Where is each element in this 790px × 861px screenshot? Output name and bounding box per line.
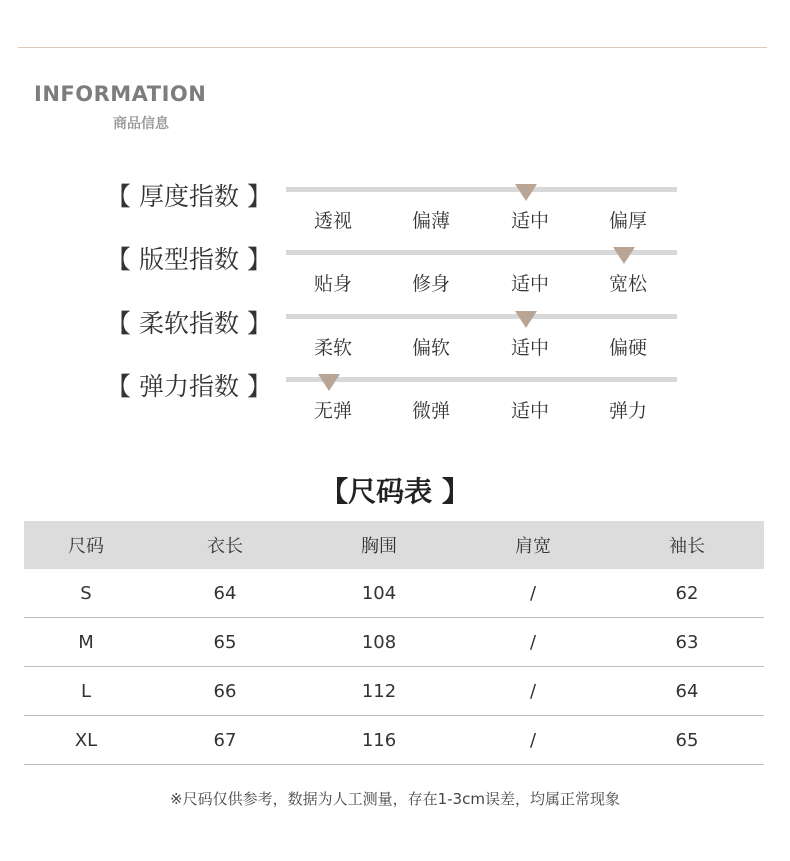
index-option: 适中	[510, 400, 549, 422]
table-cell: 116	[302, 716, 456, 765]
index-option: 透视	[313, 210, 352, 232]
index-option: 柔软	[313, 337, 352, 359]
index-option: 贴身	[313, 273, 352, 295]
index-bar	[286, 377, 677, 382]
index-label: 【 厚度指数 】	[106, 182, 272, 211]
index-option: 偏硬	[608, 337, 647, 359]
index-option: 偏薄	[411, 210, 450, 232]
index-label: 【 柔软指数 】	[106, 309, 272, 338]
index-option: 微弹	[411, 400, 450, 422]
table-cell: M	[24, 618, 148, 667]
index-marker-icon	[515, 184, 537, 201]
index-option: 无弹	[313, 400, 352, 422]
table-cell: /	[456, 667, 610, 716]
table-cell: 65	[610, 716, 764, 765]
table-cell: 63	[610, 618, 764, 667]
section-title: INFORMATION	[34, 82, 207, 106]
table-cell: /	[456, 618, 610, 667]
table-cell: 64	[148, 569, 302, 618]
table-header-row	[24, 521, 764, 569]
index-marker-icon	[613, 247, 635, 264]
size-chart-heading: 【尺码表 】	[320, 475, 470, 508]
index-label: 【 版型指数 】	[106, 245, 272, 274]
index-option: 弹力	[608, 400, 647, 422]
index-option: 修身	[411, 273, 450, 295]
size-footnote: ※尺码仅供参考，数据为人工测量，存在1-3cm误差，均属正常现象	[170, 790, 620, 808]
table-cell: 108	[302, 618, 456, 667]
table-cell: L	[24, 667, 148, 716]
table-row	[24, 569, 764, 618]
table-row	[24, 667, 764, 716]
size-table	[24, 521, 764, 765]
section-subtitle: 商品信息	[113, 116, 169, 132]
index-option: 适中	[510, 210, 549, 232]
table-cell: 67	[148, 716, 302, 765]
column-header: 肩宽	[456, 521, 610, 569]
top-divider	[18, 47, 767, 48]
index-row	[0, 177, 790, 237]
table-row	[24, 618, 764, 667]
table-cell: S	[24, 569, 148, 618]
table-cell: 66	[148, 667, 302, 716]
column-header: 衣长	[148, 521, 302, 569]
index-option: 适中	[510, 337, 549, 359]
table-cell: 64	[610, 667, 764, 716]
index-marker-icon	[515, 311, 537, 328]
index-option: 适中	[510, 273, 549, 295]
table-cell: /	[456, 569, 610, 618]
table-cell: 104	[302, 569, 456, 618]
column-header: 尺码	[24, 521, 148, 569]
index-row	[0, 240, 790, 300]
index-bar	[286, 187, 677, 192]
index-label: 【 弹力指数 】	[106, 372, 272, 401]
table-cell: 62	[610, 569, 764, 618]
index-marker-icon	[318, 374, 340, 391]
index-option: 宽松	[608, 273, 647, 295]
index-bar	[286, 314, 677, 319]
table-cell: 112	[302, 667, 456, 716]
index-option: 偏软	[411, 337, 450, 359]
column-header: 袖长	[610, 521, 764, 569]
index-row	[0, 304, 790, 364]
table-cell: XL	[24, 716, 148, 765]
table-cell: 65	[148, 618, 302, 667]
table-cell: /	[456, 716, 610, 765]
index-row	[0, 367, 790, 427]
column-header: 胸围	[302, 521, 456, 569]
index-option: 偏厚	[608, 210, 647, 232]
table-row	[24, 716, 764, 765]
